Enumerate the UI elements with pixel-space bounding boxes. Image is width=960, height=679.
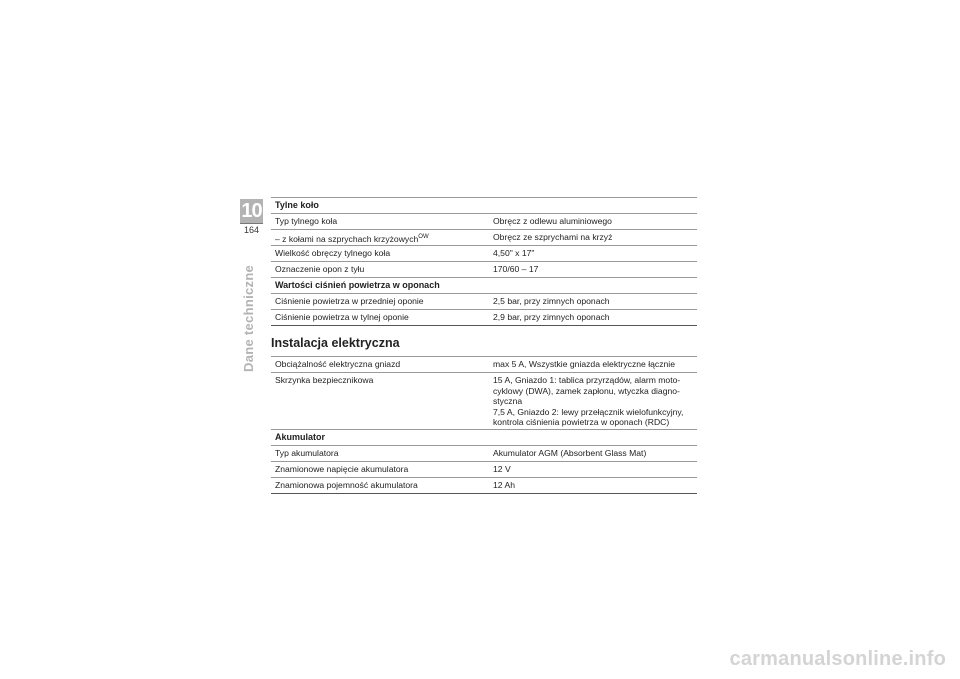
spec-value: 170/60 – 17 bbox=[489, 262, 697, 278]
table-heading-row bbox=[271, 429, 697, 445]
spec-label: Obciążalność elektryczna gniazd bbox=[271, 357, 489, 373]
watermark-text: carmanualsonline.info bbox=[729, 648, 946, 670]
chapter-title: Dane techniczne bbox=[241, 264, 256, 372]
table-row bbox=[271, 262, 697, 278]
table-row bbox=[271, 461, 697, 477]
spec-value: 2,5 bar, przy zimnych oponach bbox=[489, 294, 697, 310]
tire-pressure-heading: Wartości ciśnień powietrza w oponach bbox=[271, 278, 697, 294]
spec-label: – z kołami na szprychach krzyżowych bbox=[275, 233, 419, 244]
table-row bbox=[271, 214, 697, 230]
table-row bbox=[271, 477, 697, 493]
spec-label: Ciśnienie powietrza w przedniej oponie bbox=[271, 294, 489, 310]
table-heading-row bbox=[271, 278, 697, 294]
spec-value: Obręcz ze szprychami na krzyż bbox=[489, 230, 697, 246]
battery-heading: Akumulator bbox=[271, 429, 697, 445]
spec-label: Oznaczenie opon z tyłu bbox=[271, 262, 489, 278]
spec-content bbox=[271, 197, 697, 494]
table-row bbox=[271, 373, 697, 430]
spec-label: Znamionowa pojemność akumulatora bbox=[271, 477, 489, 493]
spec-label: Typ tylnego koła bbox=[271, 214, 489, 230]
spec-label: Znamionowe napięcie akumulatora bbox=[271, 461, 489, 477]
spec-value: 4,50" x 17" bbox=[489, 246, 697, 262]
spec-value: 2,9 bar, przy zimnych oponach bbox=[489, 310, 697, 326]
table-row bbox=[271, 246, 697, 262]
spec-label: Wielkość obręczy tylnego koła bbox=[271, 246, 489, 262]
spec-value: max 5 A, Wszystkie gniazda elektryczne łącznie bbox=[489, 357, 697, 373]
option-code: OW bbox=[418, 234, 429, 240]
rear-wheel-heading: Tylne koło bbox=[271, 198, 697, 214]
electrical-table bbox=[271, 356, 697, 494]
rear-wheel-table bbox=[271, 197, 697, 326]
chapter-number: 10 bbox=[241, 200, 262, 222]
spec-value: 12 V bbox=[489, 461, 697, 477]
chapter-marker bbox=[240, 199, 263, 236]
table-row bbox=[271, 294, 697, 310]
page-number: 164 bbox=[240, 223, 263, 236]
spec-value: Obręcz z odlewu aluminiowego bbox=[489, 214, 697, 230]
table-heading-row bbox=[271, 198, 697, 214]
spec-value: 15 A, Gniazdo 1: tablica przyrządów, alarm moto- cyklowy (DWA), zamek zapłonu, wtyczka diagno- styczna 7,5 A, Gniazdo 2: lewy przełącznik wielofunkcyjny, kontrola ciśnienia powietrza w oponach (RDC) bbox=[489, 373, 697, 430]
table-row bbox=[271, 230, 697, 246]
table-row bbox=[271, 445, 697, 461]
spec-label: Ciśnienie powietrza w tylnej oponie bbox=[271, 310, 489, 326]
section-title: Instalacja elektryczna bbox=[271, 336, 400, 351]
spec-label: Skrzynka bezpiecznikowa bbox=[271, 373, 489, 430]
spec-value: Akumulator AGM (Absorbent Glass Mat) bbox=[489, 445, 697, 461]
table-row bbox=[271, 357, 697, 373]
spec-label-cell bbox=[271, 230, 489, 246]
spec-label: Typ akumulatora bbox=[271, 445, 489, 461]
spec-value: 12 Ah bbox=[489, 477, 697, 493]
table-row bbox=[271, 310, 697, 326]
